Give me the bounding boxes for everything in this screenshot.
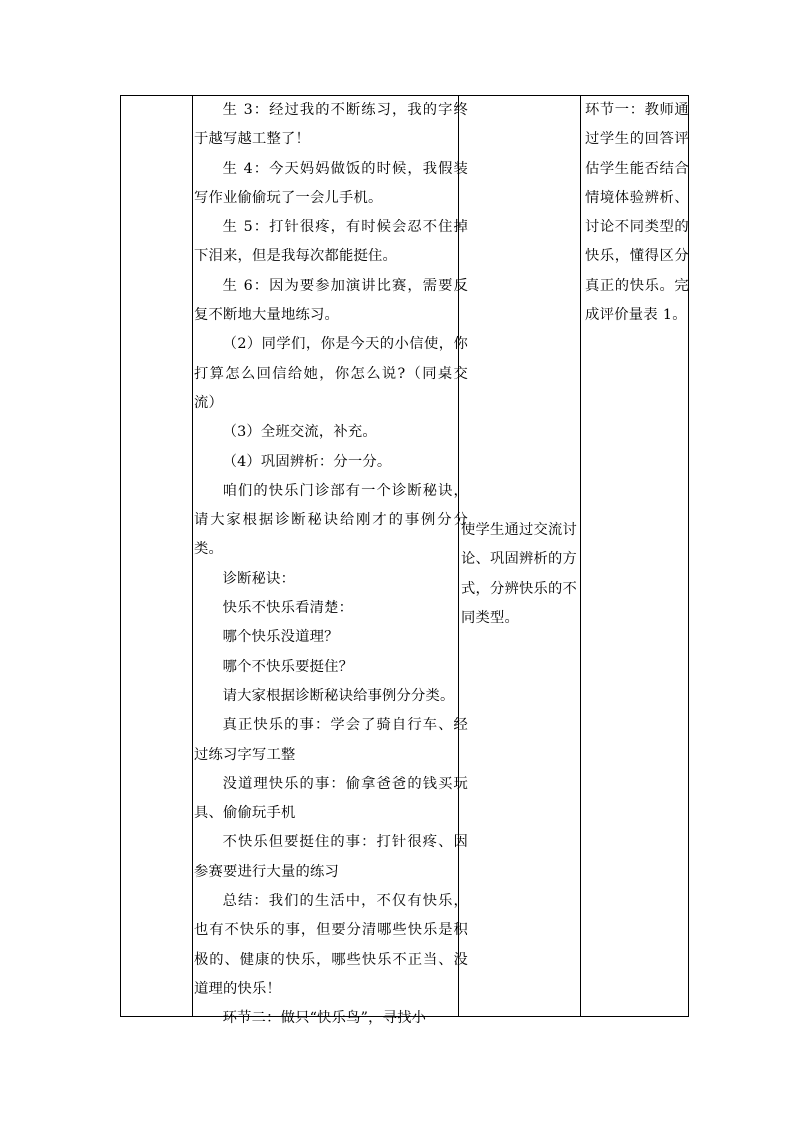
process-paragraph: （4）巩固辨析：分一分。 xyxy=(222,453,392,470)
teaching-process-cell xyxy=(194,96,468,1034)
process-paragraph: 诊断秘诀： xyxy=(222,570,296,587)
process-paragraph: 快乐不快乐看清楚： xyxy=(222,600,354,617)
design-intent-cell xyxy=(461,516,577,633)
process-paragraph: 咱们的快乐门诊部有一个诊断秘诀，请大家根据诊断秘诀给刚才的事例分分类。 xyxy=(194,482,468,558)
process-paragraph: 哪个不快乐要挺住？ xyxy=(222,658,354,675)
process-paragraph: 哪个快乐没道理？ xyxy=(222,629,339,646)
process-paragraph: 生 3：经过我的不断练习，我的字终于越写越工整了！ xyxy=(194,102,468,148)
column-divider-3 xyxy=(580,96,581,1016)
process-paragraph: 不快乐但要挺住的事：打针很疼、因参赛要进行大量的练习 xyxy=(194,834,468,880)
process-paragraph: 生 5：打针很疼，有时候会忍不住掉下泪来，但是我每次都能挺住。 xyxy=(194,219,468,265)
evaluation-cell xyxy=(585,96,689,330)
process-paragraph: 环节二：做只“快乐鸟”，寻找小 xyxy=(222,1010,427,1027)
column-divider-1 xyxy=(192,96,193,1016)
design-intent-text: 使学生通过交流讨论、巩固辨析的方式，分辨快乐的不同类型。 xyxy=(461,522,577,626)
process-paragraph: 总结：我们的生活中，不仅有快乐，也有不快乐的事，但要分清哪些快乐是积极的、健康的快乐，哪些快乐不正当、没道理的快乐！ xyxy=(194,893,468,997)
process-paragraph: 真正快乐的事：学会了骑自行车、经过练习字写工整 xyxy=(194,717,468,763)
process-paragraph: （3）全班交流，补充。 xyxy=(222,424,377,441)
process-paragraph: （2）同学们，你是今天的小信使，你打算怎么回信给她，你怎么说?（同桌交流） xyxy=(194,336,468,411)
process-paragraph: 没道理快乐的事：偷拿爸爸的钱买玩具、偷偷玩手机 xyxy=(194,775,468,822)
lesson-plan-table xyxy=(120,95,689,1027)
process-paragraph: 请大家根据诊断秘诀给事例分分类。 xyxy=(222,687,455,704)
evaluation-text: 环节一：教师通过学生的回答评估学生能否结合情境体验辨析、讨论不同类型的快乐，懂得区分真正的快乐。完成评价量表 1。 xyxy=(585,102,689,324)
process-paragraph: 生 4：今天妈妈做饭的时候，我假装写作业偷偷玩了一会儿手机。 xyxy=(194,160,468,206)
process-paragraph: 生 6：因为要参加演讲比赛，需要反复不断地大量地练习。 xyxy=(194,277,468,324)
